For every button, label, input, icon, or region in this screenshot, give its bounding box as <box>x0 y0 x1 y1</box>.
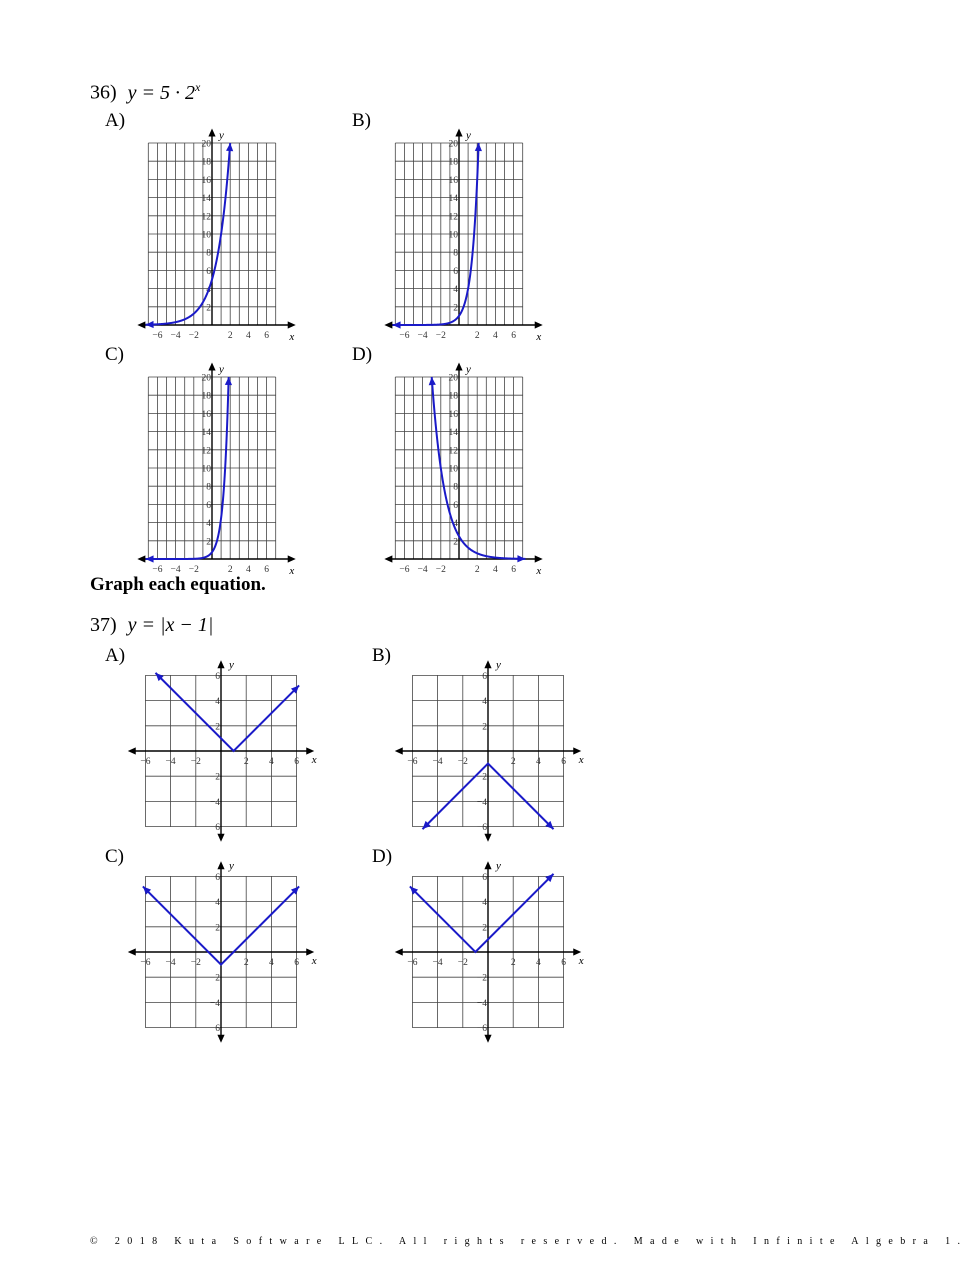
y-tick-label: 18 <box>201 157 211 168</box>
x-axis-arrow <box>137 555 145 562</box>
graph-37-c[interactable] <box>128 856 328 1051</box>
x-tick-label: −6 <box>407 757 418 767</box>
y-tick-label: 14 <box>201 428 211 439</box>
problem-equation-exponent: x <box>195 80 201 94</box>
x-tick-label: 4 <box>493 331 498 341</box>
curve <box>410 874 554 952</box>
x-tick-label: 4 <box>493 565 498 575</box>
x-tick-label: −6 <box>152 331 163 341</box>
x-tick-label: −4 <box>170 565 181 575</box>
x-tick-label: −4 <box>417 331 428 341</box>
y-tick-label: 14 <box>448 428 458 439</box>
problem-37-prompt <box>90 614 213 637</box>
y-tick-label: 6 <box>482 872 487 883</box>
x-tick-label: −4 <box>417 565 428 575</box>
x-axis-arrow <box>128 948 136 955</box>
x-tick-label: 4 <box>246 331 251 341</box>
y-tick-label: −4 <box>209 797 220 808</box>
x-axis-arrow <box>384 321 392 328</box>
y-axis-arrow <box>208 128 215 136</box>
y-axis-arrow <box>484 834 491 842</box>
y-axis-label: y <box>496 859 501 872</box>
y-tick-label: 20 <box>201 373 211 384</box>
y-tick-label: 4 <box>215 898 220 909</box>
y-tick-label: 6 <box>215 872 220 883</box>
y-tick-label: −4 <box>476 797 487 808</box>
problem-equation: y = |x − 1| <box>127 614 214 636</box>
y-tick-label: 20 <box>448 373 458 384</box>
x-tick-label: 6 <box>561 757 566 767</box>
x-tick-label: −4 <box>432 757 443 767</box>
y-tick-label: 4 <box>206 285 211 296</box>
problem-number: 36) <box>90 81 117 104</box>
choice-37-c-label[interactable]: C) <box>105 846 124 867</box>
x-tick-label: −2 <box>457 958 468 968</box>
y-tick-label: 2 <box>482 722 487 733</box>
x-tick-label: −4 <box>165 958 176 968</box>
y-tick-label: −6 <box>209 1024 220 1035</box>
y-tick-label: 18 <box>448 391 458 402</box>
y-axis-label: y <box>219 129 224 142</box>
y-tick-label: 2 <box>215 923 220 934</box>
x-tick-label: −2 <box>457 757 468 767</box>
x-tick-label: −6 <box>140 958 151 968</box>
problem-number: 37) <box>90 614 117 636</box>
x-axis-arrow <box>288 321 296 328</box>
problem-equation: y = 5 · 2 <box>127 81 196 104</box>
x-tick-label: 6 <box>294 757 299 767</box>
x-tick-label: 6 <box>561 958 566 968</box>
y-tick-label: 8 <box>206 248 211 259</box>
choice-36-b-label[interactable]: B) <box>352 110 371 131</box>
x-tick-label: −2 <box>188 331 199 341</box>
y-tick-label: −6 <box>476 823 487 834</box>
x-axis-label: x <box>289 331 295 343</box>
choice-37-a-label[interactable]: A) <box>105 645 126 666</box>
curve-arrow <box>429 377 436 385</box>
x-axis-label: x <box>311 955 317 967</box>
x-tick-label: 4 <box>269 958 274 968</box>
y-tick-label: 12 <box>201 212 211 223</box>
x-tick-label: 2 <box>510 757 516 767</box>
graph-36-b[interactable] <box>377 120 547 350</box>
x-tick-label: −4 <box>165 757 176 767</box>
x-axis-arrow <box>535 555 543 562</box>
x-tick-label: −2 <box>190 757 201 767</box>
x-tick-label: 2 <box>474 565 480 575</box>
x-axis-arrow <box>128 747 136 754</box>
x-axis-arrow <box>384 555 392 562</box>
x-axis-label: x <box>311 754 317 766</box>
curve-arrow <box>225 377 232 385</box>
x-tick-label: −2 <box>188 565 199 575</box>
y-tick-label: 20 <box>448 139 458 150</box>
x-tick-label: 2 <box>474 331 480 341</box>
x-tick-label: −2 <box>435 331 446 341</box>
y-tick-label: 16 <box>201 175 211 186</box>
x-tick-label: −2 <box>435 565 446 575</box>
y-tick-label: 14 <box>448 194 458 205</box>
y-axis-label: y <box>496 658 501 671</box>
x-tick-label: 2 <box>227 331 233 341</box>
x-tick-label: 2 <box>227 565 233 575</box>
x-tick-label: −6 <box>399 331 410 341</box>
x-tick-label: 6 <box>264 565 269 575</box>
x-tick-label: −6 <box>152 565 163 575</box>
x-axis-arrow <box>137 321 145 328</box>
y-axis-arrow <box>455 128 462 136</box>
y-tick-label: 12 <box>448 212 458 223</box>
x-tick-label: −6 <box>399 565 410 575</box>
y-tick-label: 12 <box>448 446 458 457</box>
y-tick-label: 20 <box>201 139 211 150</box>
curve-arrow <box>146 321 154 328</box>
y-tick-label: 10 <box>448 464 458 475</box>
y-axis-arrow <box>217 834 224 842</box>
graph-36-d[interactable] <box>377 354 547 584</box>
graph-37-b[interactable] <box>395 655 595 850</box>
y-tick-label: 8 <box>206 482 211 493</box>
y-tick-label: 8 <box>453 482 458 493</box>
x-axis-label: x <box>578 754 584 766</box>
y-tick-label: 6 <box>206 500 211 511</box>
x-axis-label: x <box>536 331 542 343</box>
y-tick-label: 12 <box>201 446 211 457</box>
copyright-footer: © 2018 Kuta Software LLC. All rights reserved. Made with Infinite Algebra 1. <box>90 1236 968 1247</box>
x-tick-label: 6 <box>511 331 516 341</box>
y-axis-label: y <box>229 859 234 872</box>
choice-36-c-label[interactable]: C) <box>105 344 124 365</box>
y-tick-label: 6 <box>215 671 220 682</box>
y-tick-label: 2 <box>215 722 220 733</box>
x-axis-arrow <box>395 747 403 754</box>
graph-36-a[interactable] <box>130 120 300 350</box>
y-tick-label: 2 <box>482 923 487 934</box>
x-axis-arrow <box>395 948 403 955</box>
y-tick-label: −4 <box>209 998 220 1009</box>
y-tick-label: 2 <box>206 303 211 314</box>
section-heading: Graph each equation. <box>90 574 266 595</box>
y-tick-label: 16 <box>448 409 458 420</box>
choice-37-b-label[interactable]: B) <box>372 645 391 666</box>
y-tick-label: 2 <box>453 537 458 548</box>
y-axis-arrow <box>208 362 215 370</box>
y-tick-label: 2 <box>453 303 458 314</box>
y-tick-label: −4 <box>476 998 487 1009</box>
y-tick-label: 10 <box>448 230 458 241</box>
x-tick-label: −4 <box>432 958 443 968</box>
y-tick-label: −2 <box>209 772 220 783</box>
x-tick-label: 4 <box>536 757 541 767</box>
graph-36-c[interactable] <box>130 354 300 584</box>
x-tick-label: 4 <box>246 565 251 575</box>
curve-arrow <box>226 143 233 151</box>
y-axis-label: y <box>229 658 234 671</box>
y-axis-arrow <box>217 861 224 869</box>
y-axis-arrow <box>484 861 491 869</box>
y-axis-arrow <box>484 660 491 668</box>
x-tick-label: −2 <box>190 958 201 968</box>
x-tick-label: 2 <box>243 958 249 968</box>
y-axis-label: y <box>219 363 224 376</box>
x-tick-label: 2 <box>510 958 516 968</box>
x-tick-label: 4 <box>536 958 541 968</box>
graph-37-a[interactable] <box>128 655 328 850</box>
y-tick-label: 4 <box>482 697 487 708</box>
x-axis-arrow <box>535 321 543 328</box>
y-tick-label: 2 <box>206 537 211 548</box>
curve-arrow <box>517 555 525 562</box>
x-axis-label: x <box>289 565 295 577</box>
y-tick-label: 16 <box>448 175 458 186</box>
x-tick-label: −6 <box>140 757 151 767</box>
y-tick-label: 18 <box>201 391 211 402</box>
y-axis-arrow <box>217 660 224 668</box>
y-tick-label: −2 <box>476 772 487 783</box>
y-tick-label: 6 <box>453 266 458 277</box>
x-tick-label: 6 <box>294 958 299 968</box>
y-tick-label: 16 <box>201 409 211 420</box>
curve <box>155 673 299 751</box>
x-tick-label: 2 <box>243 757 249 767</box>
y-tick-label: 6 <box>453 500 458 511</box>
choice-37-d-label[interactable]: D) <box>372 846 393 867</box>
y-tick-label: 4 <box>206 519 211 530</box>
y-tick-label: 14 <box>201 194 211 205</box>
curve-arrow <box>475 143 482 151</box>
x-tick-label: 4 <box>269 757 274 767</box>
curve-arrow <box>146 555 154 562</box>
choice-36-d-label[interactable]: D) <box>352 344 373 365</box>
y-tick-label: 10 <box>201 230 211 241</box>
x-tick-label: 6 <box>511 565 516 575</box>
y-axis-arrow <box>484 1035 491 1043</box>
y-axis-label: y <box>466 129 471 142</box>
y-axis-arrow <box>217 1035 224 1043</box>
y-tick-label: 6 <box>482 671 487 682</box>
x-axis-label: x <box>578 955 584 967</box>
curve-arrow <box>393 321 401 328</box>
problem-36-prompt <box>90 80 200 105</box>
y-tick-label: −2 <box>476 973 487 984</box>
x-tick-label: −4 <box>170 331 181 341</box>
y-tick-label: 18 <box>448 157 458 168</box>
y-tick-label: 4 <box>482 898 487 909</box>
y-axis-arrow <box>455 362 462 370</box>
y-tick-label: −2 <box>209 973 220 984</box>
y-tick-label: 4 <box>453 519 458 530</box>
x-tick-label: 6 <box>264 331 269 341</box>
y-tick-label: 4 <box>453 285 458 296</box>
x-axis-label: x <box>536 565 542 577</box>
y-tick-label: −6 <box>209 823 220 834</box>
y-axis-label: y <box>466 363 471 376</box>
y-tick-label: 6 <box>206 266 211 277</box>
y-tick-label: 8 <box>453 248 458 259</box>
y-tick-label: −6 <box>476 1024 487 1035</box>
graph-37-d[interactable] <box>395 856 595 1051</box>
choice-36-a-label[interactable]: A) <box>105 110 126 131</box>
y-tick-label: 4 <box>215 697 220 708</box>
x-axis-arrow <box>288 555 296 562</box>
y-tick-label: 10 <box>201 464 211 475</box>
x-tick-label: −6 <box>407 958 418 968</box>
